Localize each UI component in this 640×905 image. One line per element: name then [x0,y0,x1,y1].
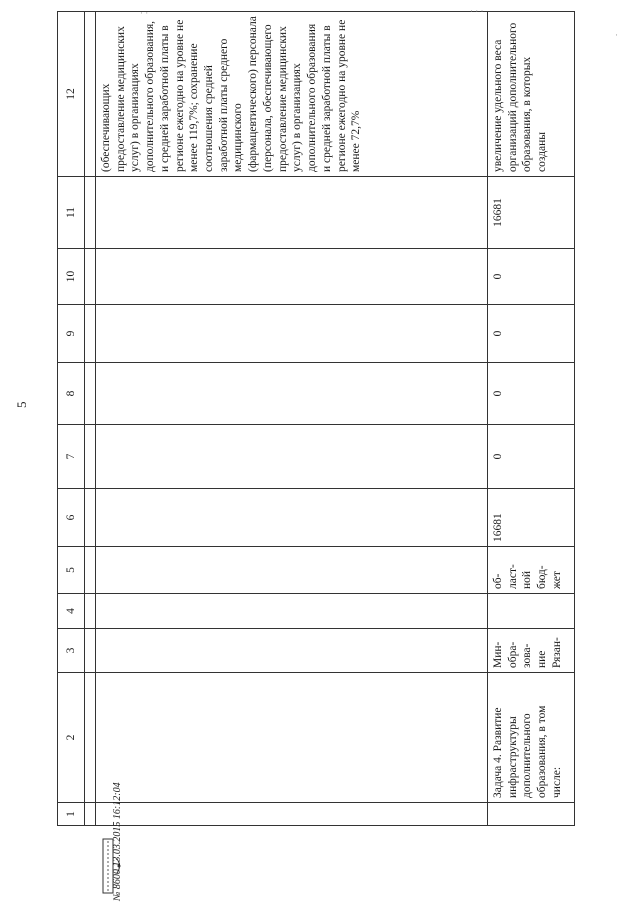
col-header-8: 8 [58,363,85,425]
task-name-cell: Задача 4. Развитие инфраструктуры дополнительного образования, в том числе: [488,673,575,803]
row2-result-cell: увеличение удельного веса организаций дополнительного образования, в которых созданы [488,12,575,177]
amount-col11-cell: 16681 [488,177,575,249]
funding-source-cell: об-ласт-ной бюд-жет [488,547,575,594]
amount-col8-cell: 0 [488,363,575,425]
col-header-5: 5 [58,547,85,594]
col-header-9: 9 [58,305,85,363]
amount-col7-cell: 0 [488,425,575,489]
col-header-3: 3 [58,629,85,673]
executor-cell: Мин-обра-зова-ние Рязан- [488,629,575,673]
page-number: 5 [14,401,29,408]
scan-artifact: · · · [470,6,484,16]
amount-col9-cell: 0 [488,305,575,363]
row1-result-cell: (обеспечивающих предоставление медицинских услуг) в организациях дополнительного образования, и средней заработной платы в регионе ежегодно на уровне не менее 119,7%; сохранение соотношения средней заработной платы среднего медицинского (фармацевтического) персонала (персонала, обеспечивающего предоставление медицинских услуг) в организациях дополнительного образования и средней заработной платы в регионе ежегодно на уровне не менее 72,7% [96,12,488,177]
header-row [58,12,85,826]
col-header-6: 6 [58,489,85,547]
registration-stamp-text: № 8600 13.03.2015 16:12:04 [112,782,123,901]
scan-artifact: · · [140,8,149,18]
scan-artifact: · [615,30,618,40]
document-table-sheet [57,12,575,826]
col-header-2: 2 [58,673,85,803]
table-row [488,12,575,826]
col-header-7: 7 [58,425,85,489]
amount-col10-cell: 0 [488,249,575,305]
col-header-4: 4 [58,594,85,629]
amount-total-cell: 16681 [488,489,575,547]
spacer-row [85,12,96,826]
col-header-10: 10 [58,249,85,305]
col-header-12: 12 [58,12,85,177]
program-table [57,11,575,826]
col-header-11: 11 [58,177,85,249]
col-header-1: 1 [58,803,85,826]
table-row [96,12,488,826]
